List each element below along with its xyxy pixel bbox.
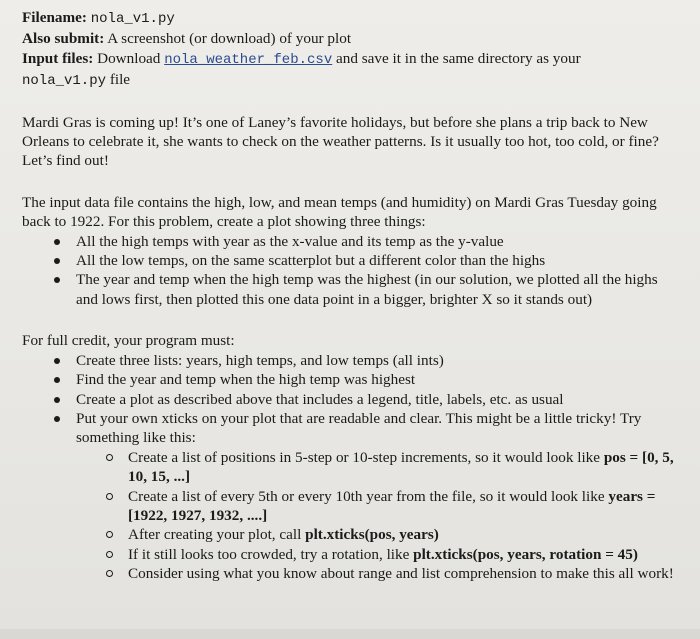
- credit-bullet: [22, 390, 682, 409]
- task-line: The input data file contains the high, low, and mean temps (and humidity) on Mardi Gras Tuesday going: [22, 193, 657, 211]
- task-bullet-text: and lows first, then plotted this one data point in a bigger, brighter X so it stands out): [76, 290, 593, 308]
- credit-bullet-text: something like this:: [76, 429, 196, 447]
- page-bottom-edge: [0, 629, 700, 639]
- also-submit-line: [22, 29, 682, 48]
- credit-bullet-text: Create three lists: years, high temps, and low temps (all ints): [76, 351, 444, 369]
- circle-bullet-icon: [106, 454, 113, 461]
- sub-bullet: [22, 525, 682, 544]
- task-bullet: [22, 232, 682, 251]
- task-bullet-text: All the high temps with year as the x-value and its temp as the y-value: [76, 232, 504, 250]
- bullet-icon: [54, 358, 60, 364]
- credit-bullet-text: Find the year and temp when the high temp was highest: [76, 371, 416, 389]
- sub-bullet-text: If it still looks too crowded, try a rotation, like: [128, 545, 414, 563]
- credit-bullet: [22, 370, 682, 389]
- sub-bullet-code: [1922, 1927, 1932, ....]: [128, 506, 268, 524]
- bullet-icon: [54, 377, 60, 383]
- sub-bullet-text: After creating your plot, call: [128, 526, 306, 544]
- input-files-pre: Download: [97, 49, 161, 67]
- intro-line: Let’s find out!: [22, 152, 109, 170]
- filename-value: nola_v1.py: [90, 11, 175, 27]
- csv-download-link[interactable]: nola_weather_feb.csv: [164, 51, 333, 68]
- credit-bullet: [22, 409, 682, 448]
- task-bullet-text: The year and temp when the high temp was the highest (in our solution, we plotted all the highs: [76, 271, 658, 289]
- filename-line: [22, 8, 682, 29]
- task-bullet: [22, 270, 682, 309]
- filename-label: Filename:: [22, 9, 87, 26]
- input-file-name: nola_v1.py: [22, 73, 107, 90]
- sub-bullet: [22, 564, 682, 583]
- credit-bullet-list: [22, 351, 682, 448]
- task-line: back to 1922. For this problem, create a plot showing three things:: [22, 213, 426, 231]
- sub-bullet-code: plt.xticks(pos, years): [305, 526, 439, 544]
- task-paragraph: [22, 193, 682, 232]
- also-submit-value: A screenshot (or download) of your plot: [107, 30, 352, 48]
- bullet-icon: [54, 239, 60, 245]
- task-bullet-list: [22, 232, 682, 310]
- credit-intro: For full credit, your program must:: [22, 332, 235, 350]
- also-submit-label: Also submit:: [22, 30, 105, 48]
- xticks-sub-list: [22, 448, 682, 584]
- input-files-line: [22, 49, 682, 70]
- sub-bullet: [22, 545, 682, 564]
- sub-bullet: [22, 487, 682, 526]
- input-files-post: and save it in the same directory as your: [336, 49, 581, 67]
- sub-bullet-text: Create a list of positions in 5-step or 10-step increments, so it would look like: [128, 448, 604, 466]
- sub-bullet: [22, 448, 682, 487]
- input-files-label: Input files:: [22, 49, 94, 67]
- sub-bullet-code: pos = [0, 5,: [603, 448, 674, 466]
- bullet-icon: [54, 416, 60, 422]
- circle-bullet-icon: [106, 531, 113, 538]
- bullet-icon: [54, 397, 60, 403]
- sub-bullet-code: years =: [608, 487, 656, 505]
- credit-bullet: [22, 351, 682, 370]
- input-files-post2: file: [109, 71, 131, 89]
- circle-bullet-icon: [106, 570, 113, 577]
- credit-bullet-text: Put your own xticks on your plot that are readable and clear. This might be a little tricky! Try: [76, 409, 642, 427]
- bullet-icon: [54, 277, 60, 283]
- sub-bullet-text: Consider using what you know about range and list comprehension to make this all work!: [128, 565, 674, 583]
- task-bullet-text: All the low temps, on the same scatterplot but a different color than the highs: [76, 252, 546, 270]
- bullet-icon: [54, 258, 60, 264]
- credit-bullet-text: Create a plot as described above that includes a legend, title, labels, etc. as usual: [76, 390, 564, 408]
- intro-line: Orleans to celebrate it, she wants to check on the weather patterns. Is it usually too hot, too cold, or fine?: [22, 133, 659, 151]
- intro-paragraph: [22, 113, 682, 171]
- task-bullet: [22, 251, 682, 270]
- intro-line: Mardi Gras is coming up! It’s one of Laney’s favorite holidays, but before she plans a trip back to New: [22, 113, 648, 131]
- input-files-line2: [22, 70, 682, 91]
- sub-bullet-code: 10, 15, ...]: [128, 468, 191, 486]
- sub-bullet-code: plt.xticks(pos, years, rotation = 45): [413, 545, 638, 563]
- circle-bullet-icon: [106, 551, 113, 558]
- sub-bullet-text: Create a list of every 5th or every 10th year from the file, so it would look like: [128, 487, 609, 505]
- circle-bullet-icon: [106, 493, 113, 500]
